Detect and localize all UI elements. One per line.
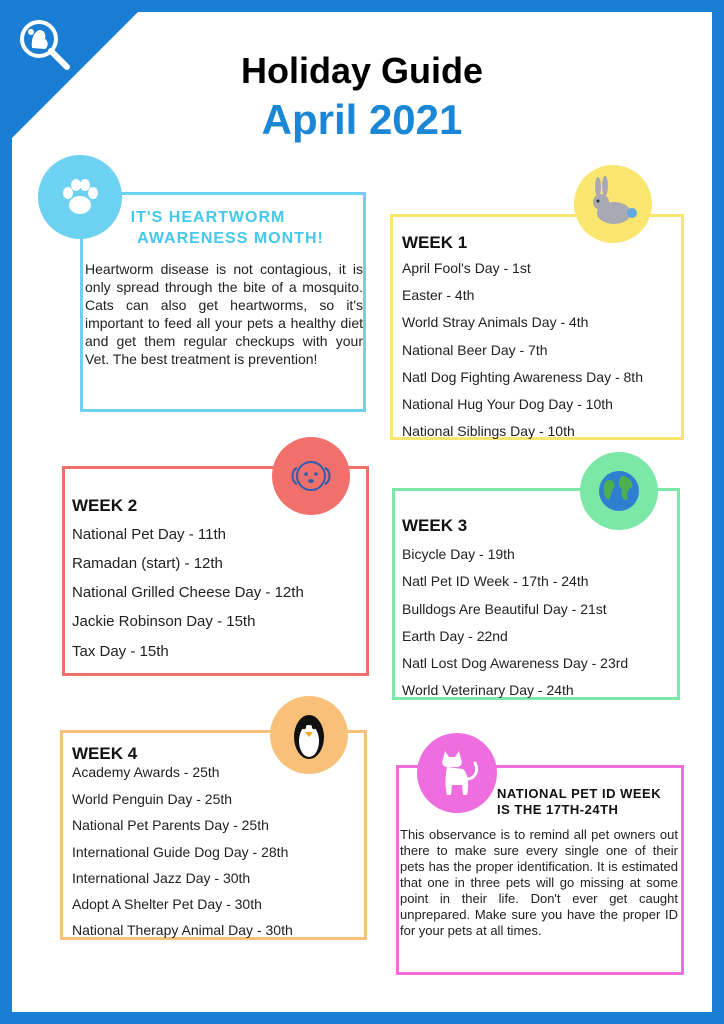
week2-item-4: Jackie Robinson Day - 15th <box>72 613 256 630</box>
week1-item-2: Easter - 4th <box>402 287 475 303</box>
penguin-icon <box>285 707 333 763</box>
paw-icon <box>55 172 105 222</box>
week1-item-5: Natl Dog Fighting Awareness Day - 8th <box>402 369 643 385</box>
week3-item-4: Earth Day - 22nd <box>402 628 508 644</box>
week4-item-1: Academy Awards - 25th <box>72 764 220 780</box>
week2-item-1: National Pet Day - 11th <box>72 526 226 543</box>
earth-icon <box>594 466 644 516</box>
week3-item-2: Natl Pet ID Week - 17th - 24th <box>402 573 589 589</box>
week4-item-7: National Therapy Animal Day - 30th <box>72 922 293 938</box>
week4-item-4: International Guide Dog Day - 28th <box>72 844 289 860</box>
week4-item-6: Adopt A Shelter Pet Day - 30th <box>72 896 262 912</box>
rabbit-icon <box>584 175 642 233</box>
week3-item-3: Bulldogs Are Beautiful Day - 21st <box>402 601 607 617</box>
week1-item-4: National Beer Day - 7th <box>402 342 548 358</box>
week2-item-3: National Grilled Cheese Day - 12th <box>72 584 304 601</box>
week3-item-6: World Veterinary Day - 24th <box>402 682 574 698</box>
week2-item-5: Tax Day - 15th <box>72 643 169 660</box>
week1-item-6: National Hug Your Dog Day - 10th <box>402 396 613 412</box>
week3-item-5: Natl Lost Dog Awareness Day - 23rd <box>402 655 629 671</box>
week3-title: WEEK 3 <box>402 516 468 535</box>
pet-id-text: This observance is to remind all pet owners out there to make sure every single one of their pets has the proper identification. It is estimated that one in three pets will go missing at some point in their life. Don't ever get caught unprepared. Make sure you have the proper ID for your pets at all times. <box>400 827 678 938</box>
dog-badge <box>272 437 350 515</box>
penguin-badge <box>270 696 348 774</box>
cat-badge <box>417 733 497 813</box>
week4-item-2: World Penguin Day - 25th <box>72 791 233 807</box>
pet-id-heading-2: IS THE 17TH-24TH <box>497 802 619 817</box>
heartworm-heading-2: AWARENESS MONTH! <box>137 230 324 247</box>
week1-item-3: World Stray Animals Day - 4th <box>402 314 589 330</box>
week2-title: WEEK 2 <box>72 496 138 515</box>
week1-item-1: April Fool's Day - 1st <box>402 260 531 276</box>
pet-id-heading-1: NATIONAL PET ID WEEK <box>497 786 662 801</box>
week1-title: WEEK 1 <box>402 233 468 252</box>
week4-item-3: National Pet Parents Day - 25th <box>72 817 269 833</box>
week4-title: WEEK 4 <box>72 744 138 763</box>
week2-item-2: Ramadan (start) - 12th <box>72 555 223 572</box>
dog-face-icon <box>285 450 337 502</box>
heartworm-text: Heartworm disease is not contagious, it is only spread through the bite of a mosquito. Cats can also get heartworms, so it's important to feed all your pets a healthy diet and get them regular checkups with your Vet. The best treatment is prevention! <box>85 261 363 367</box>
cat-icon <box>429 745 485 801</box>
week1-item-7: National Siblings Day - 10th <box>402 423 575 439</box>
week4-item-5: International Jazz Day - 30th <box>72 870 251 886</box>
rabbit-badge <box>574 165 652 243</box>
week3-item-1: Bicycle Day - 19th <box>402 546 515 562</box>
heartworm-heading-1: IT'S HEARTWORM <box>130 209 286 226</box>
page-subtitle: April 2021 <box>261 96 463 143</box>
earth-badge <box>580 452 658 530</box>
page-title: Holiday Guide <box>240 50 484 91</box>
